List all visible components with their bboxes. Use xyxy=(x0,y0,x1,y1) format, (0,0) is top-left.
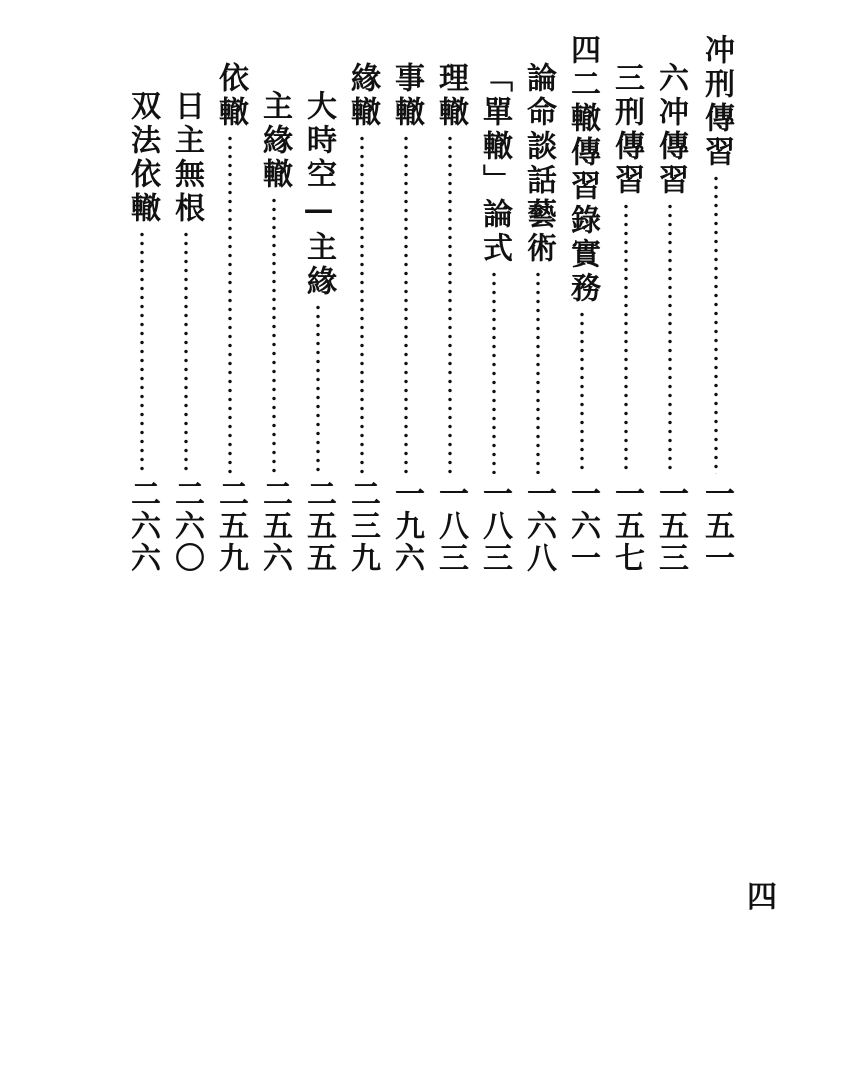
dot-leader xyxy=(624,202,628,474)
toc-entry-title: 事轍 xyxy=(389,62,424,130)
dot-leader xyxy=(360,134,364,474)
toc-entry-9 xyxy=(340,62,384,574)
toc-entry-2 xyxy=(648,62,692,574)
toc-entry-page: 一八三 xyxy=(477,478,512,574)
toc-entry-title: 双法依轍 xyxy=(125,90,160,226)
toc-entry-title: 四二轍傳習錄實務 xyxy=(565,34,600,306)
toc-entry-3 xyxy=(604,62,648,574)
page-number: 四 xyxy=(747,880,777,915)
dot-leader xyxy=(404,134,408,474)
toc-entry-page: 一六八 xyxy=(521,478,556,574)
toc-entry-title: 「單轍」論式 xyxy=(477,62,512,266)
toc-entry-11 xyxy=(252,90,296,574)
toc-entry-page: 一五三 xyxy=(653,478,688,574)
dot-leader xyxy=(316,303,320,474)
dot-leader xyxy=(492,270,496,474)
dot-leader xyxy=(140,230,144,474)
toc-entry-13 xyxy=(164,90,208,574)
dot-leader xyxy=(580,310,584,474)
toc-entry-title: 依轍 xyxy=(213,62,248,130)
toc-entry-page: 一八三 xyxy=(433,478,468,574)
toc-entry-1 xyxy=(694,34,738,574)
toc-entry-page: 一六一 xyxy=(565,478,600,574)
toc-entry-8 xyxy=(384,62,428,574)
toc-entry-page: 一五一 xyxy=(699,478,734,574)
toc-entry-5 xyxy=(516,62,560,574)
dot-leader xyxy=(448,134,452,474)
toc-entry-14 xyxy=(120,90,164,574)
toc-entry-title: 主緣轍 xyxy=(257,90,292,192)
dot-leader xyxy=(184,230,188,474)
toc-entry-page: 一九六 xyxy=(389,478,424,574)
toc-entry-page: 二三九 xyxy=(345,478,380,574)
toc-entry-title: 理轍 xyxy=(433,62,468,130)
toc-entry-page: 二五九 xyxy=(213,478,248,574)
toc-entry-title: 六冲傳習 xyxy=(653,62,688,198)
dot-leader xyxy=(228,134,232,474)
toc-entry-4 xyxy=(560,34,604,574)
toc-entry-title: 三刑傳習 xyxy=(609,62,644,198)
toc-entry-12 xyxy=(208,62,252,574)
toc-entry-title: 緣轍 xyxy=(345,62,380,130)
toc-entry-page: 二六六 xyxy=(125,478,160,574)
toc-entry-title: 日主無根 xyxy=(169,90,204,226)
toc-entry-page: 二五五 xyxy=(301,478,336,574)
toc-entry-title: 論命談話藝術 xyxy=(521,62,556,266)
dot-leader xyxy=(536,270,540,474)
toc-entry-page: 二六〇 xyxy=(169,478,204,574)
toc-entry-10 xyxy=(296,90,340,574)
toc-entry-7 xyxy=(428,62,472,574)
toc-entry-page: 一五七 xyxy=(609,478,644,574)
toc-entry-page: 二五六 xyxy=(257,478,292,574)
toc-entry-title: 大時空—主緣 xyxy=(301,90,336,299)
dot-leader xyxy=(272,196,276,474)
dot-leader xyxy=(714,174,718,474)
dot-leader xyxy=(668,202,672,474)
toc-entry-title: 冲刑傳習 xyxy=(699,34,734,170)
toc-entry-6 xyxy=(472,62,516,574)
